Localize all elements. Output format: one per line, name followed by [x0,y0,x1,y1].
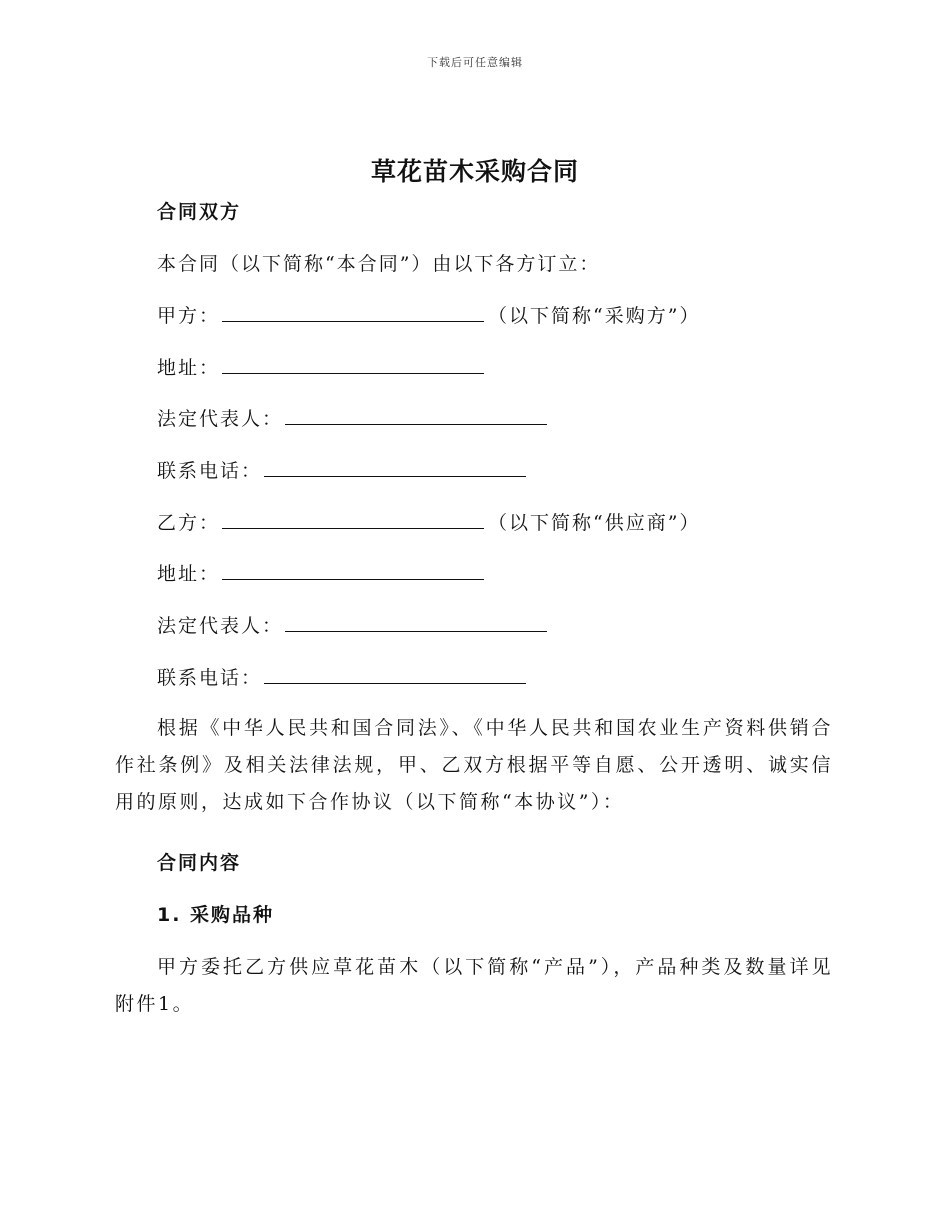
party-b-line [157,510,700,535]
party-a-rep-label: 法定代表人： [157,408,284,430]
party-b-rep-blank [285,613,547,632]
party-a-blank [222,303,484,322]
party-b-address-label: 地址： [157,563,221,585]
party-b-phone-label: 联系电话： [157,667,263,689]
party-b-address-blank [222,561,484,580]
party-a-phone-line [157,458,530,483]
section-heading-content: 合同内容 [157,852,242,874]
section-heading-parties: 合同双方 [157,201,242,223]
party-b-blank [222,510,484,529]
party-a-suffix: （以下简称“采购方”） [488,305,701,327]
party-b-rep-line [157,613,551,638]
party-b-rep-label: 法定代表人： [157,615,284,637]
clause-1-title: 1. 采购品种 [157,904,275,926]
party-a-line [157,303,700,328]
document-title: 草花苗木采购合同 [370,157,579,186]
party-b-label: 乙方： [157,512,221,534]
party-a-address-line [157,355,488,380]
party-a-phone-label: 联系电话： [157,460,263,482]
party-a-label: 甲方： [157,305,221,327]
party-a-phone-blank [264,458,526,477]
party-a-address-label: 地址： [157,357,221,379]
header-note: 下载后可任意编辑 [427,56,523,69]
party-a-rep-line [157,406,551,431]
basis-paragraph: 根据《中华人民共和国合同法》、《中华人民共和国农业生产资料供销合作社条例》及相关法律法规，甲、乙双方根据平等自愿、公开透明、诚实信用的原则，达成如下合作协议（以下简称“本协议”）： [115,717,833,813]
party-b-address-line [157,561,488,586]
party-b-phone-line [157,665,530,690]
party-a-address-blank [222,355,484,374]
intro-line: 本合同（以下简称“本合同”）由以下各方订立： [157,253,601,275]
party-b-phone-blank [264,665,526,684]
clause-1-text: 甲方委托乙方供应草花苗木（以下简称“产品”），产品种类及数量详见附件1。 [115,956,833,1015]
party-a-rep-blank [285,406,547,425]
party-b-suffix: （以下简称“供应商”） [488,512,701,534]
